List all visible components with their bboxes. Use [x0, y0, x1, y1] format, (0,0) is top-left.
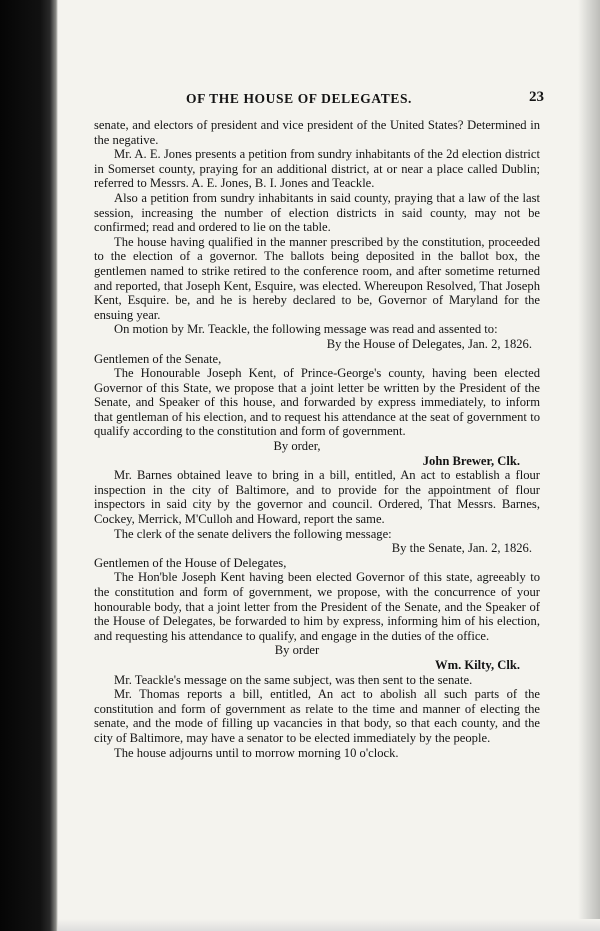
- message2-salutation: Gentlemen of the House of Delegates,: [94, 555, 287, 570]
- paragraph-teackle-motion: On motion by Mr. Teackle, the following message was read and assented to:: [114, 322, 498, 337]
- paragraph-adjournment: The house adjourns until to morrow morning 10 o'clock.: [114, 745, 399, 760]
- book-gutter-shadow: [0, 0, 58, 931]
- paragraph-petition-jones: Mr. A. E. Jones presents a petition from sundry inhabitants of the 2d election district in Somerset county, praying for an additional district, at or near a place called Dublin; referred to Messrs. A. E. Jones, B. I. Jones and Teackle.: [94, 147, 540, 191]
- paragraph-teackle-message-sent: Mr. Teackle's message on the same subject, was then sent to the senate.: [114, 672, 473, 687]
- paragraph-thomas-bill: Mr. Thomas reports a bill, entitled, An act to abolish all such parts of the constitution and form of government as relate to the time and manner of electing the senate, and the mode of filling up vacancies in that body, so that each county, and the city of Baltimore, may have a senator to be elected immediately by the people.: [94, 687, 540, 745]
- running-head: [94, 88, 544, 110]
- running-title: OF THE HOUSE OF DELEGATES.: [186, 91, 413, 106]
- page-number: 23: [529, 89, 544, 105]
- message2-by-order: By order: [274, 643, 320, 658]
- message2-dateline: By the Senate, Jan. 2, 1826.: [391, 541, 532, 556]
- page-edge-shadow: [578, 0, 600, 931]
- paragraph-senate-message-intro: The clerk of the senate delivers the following message:: [114, 526, 392, 541]
- message1-signature: John Brewer, Clk.: [422, 453, 520, 468]
- paragraph-continuation: senate, and electors of president and vice president of the United States? Determined in the negative.: [94, 118, 540, 147]
- message2-signature: Wm. Kilty, Clk.: [434, 657, 520, 672]
- message1-by-order: By order,: [273, 439, 321, 454]
- paragraph-petition-election-districts: Also a petition from sundry inhabitants in said county, praying that a law of the last session, increasing the number of election districts in said county, may not be confirmed; read and ordered to lie on the table.: [94, 190, 540, 235]
- page-bottom-edge: [58, 919, 600, 931]
- message1-body: The Honourable Joseph Kent, of Prince-George's county, having been elected Governor of this State, we propose that a joint letter be written by the President of the Senate, and Speaker of this house, and forwarded by express immediately, to inform that gentleman of his election, and to request his attendance at the seat of government to qualify according to the constitution and form of government.: [94, 366, 540, 439]
- page-text-block: [94, 88, 544, 760]
- message2-body: The Hon'ble Joseph Kent having been elected Governor of this state, agreeably to the constitution and form of government, we propose, with the concurrence of your honourable body, that a joint letter from the President of the Senate, and the Speaker of the House of Delegates, be forwarded to him by express, informing him of his election, and requesting his attendance to qualify, and engage in the duties of the office.: [94, 570, 540, 643]
- paragraph-flour-inspection-bill: Mr. Barnes obtained leave to bring in a bill, entitled, An act to establish a flour inspection in the city of Baltimore, and to provide for the appointment of flour inspectors in said city by the governor and council. Ordered, That Messrs. Barnes, Cockey, Merrick, M'Culloh and Howard, report the same.: [94, 468, 540, 527]
- message1-salutation: Gentlemen of the Senate,: [94, 351, 222, 366]
- paragraph-governor-election: The house having qualified in the manner prescribed by the constitution, proceeded to the election of a governor. The ballots being deposited in the ballot box, the gentlemen named to strike retired to the conference room, and after sometime returned and reported, that Joseph Kent, Esquire, was elected. Whereupon Resolved, That Joseph Kent, Esquire. be, and he is hereby declared to be, Governor of Maryland for the ensuing year.: [94, 234, 540, 322]
- message1-dateline: By the House of Delegates, Jan. 2, 1826.: [326, 336, 532, 351]
